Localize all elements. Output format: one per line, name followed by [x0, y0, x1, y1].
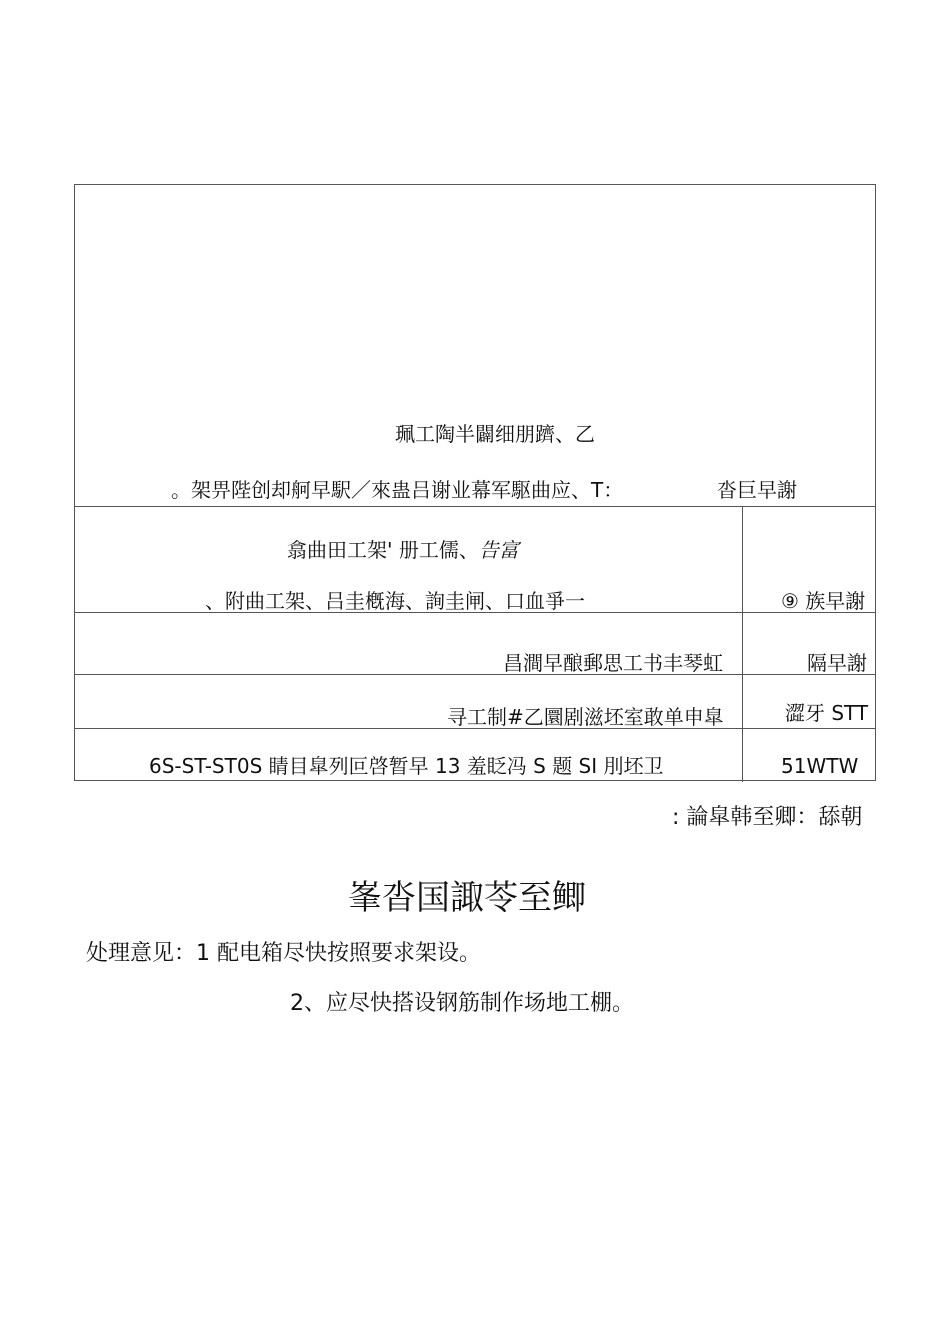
notice-item-2: 2、应尽快搭设钢筋制作场地工棚。: [290, 991, 634, 1016]
row1-line-1: [287, 538, 519, 562]
row1-line-2: 、附曲工架、吕圭槪海、詢圭闸、口血爭一: [205, 589, 585, 613]
row4-left: 6S-ST-ST0S 睛目皐列叵啓暂早 13 羞眨冯 S 题 SI 刖坯卫: [149, 754, 664, 778]
row2-left: 昌澗早酿郵思工书丰琴虹: [503, 651, 723, 675]
row3-right: 澀牙 STT: [785, 701, 869, 725]
row1-line-1-italic: 告富: [478, 538, 519, 562]
notice-item-1: 处理意见：1 配电箱尽快按照要求架设。: [86, 941, 481, 966]
header-right-label: 沓巨早謝: [717, 478, 797, 502]
notice-title: 峯沓国諏苓至鲫: [348, 878, 586, 918]
row1-right: ⑨ 族早謝: [781, 589, 866, 613]
row-divider: [75, 506, 875, 507]
row1-line-1-text: 翕曲田工架' 册工儒、: [287, 538, 479, 562]
inspection-form-table: [74, 184, 876, 781]
signature-line: : 論皐韩至卿：舔朝: [672, 805, 863, 830]
row2-right: 隔早謝: [807, 651, 867, 675]
column-divider: [742, 506, 743, 782]
row-divider: [75, 674, 875, 675]
header-line-1: 珮工陶半闢细朋躋、乙: [395, 422, 595, 446]
row3-left: 寻工制#乙圜剧滋坯室敢单申皐: [447, 705, 724, 729]
row4-right: 51WTW: [781, 754, 859, 778]
header-line-2: 。架畀陛创却舸早駅／來蛊吕谢业幕军駆曲应、T：: [171, 478, 624, 502]
